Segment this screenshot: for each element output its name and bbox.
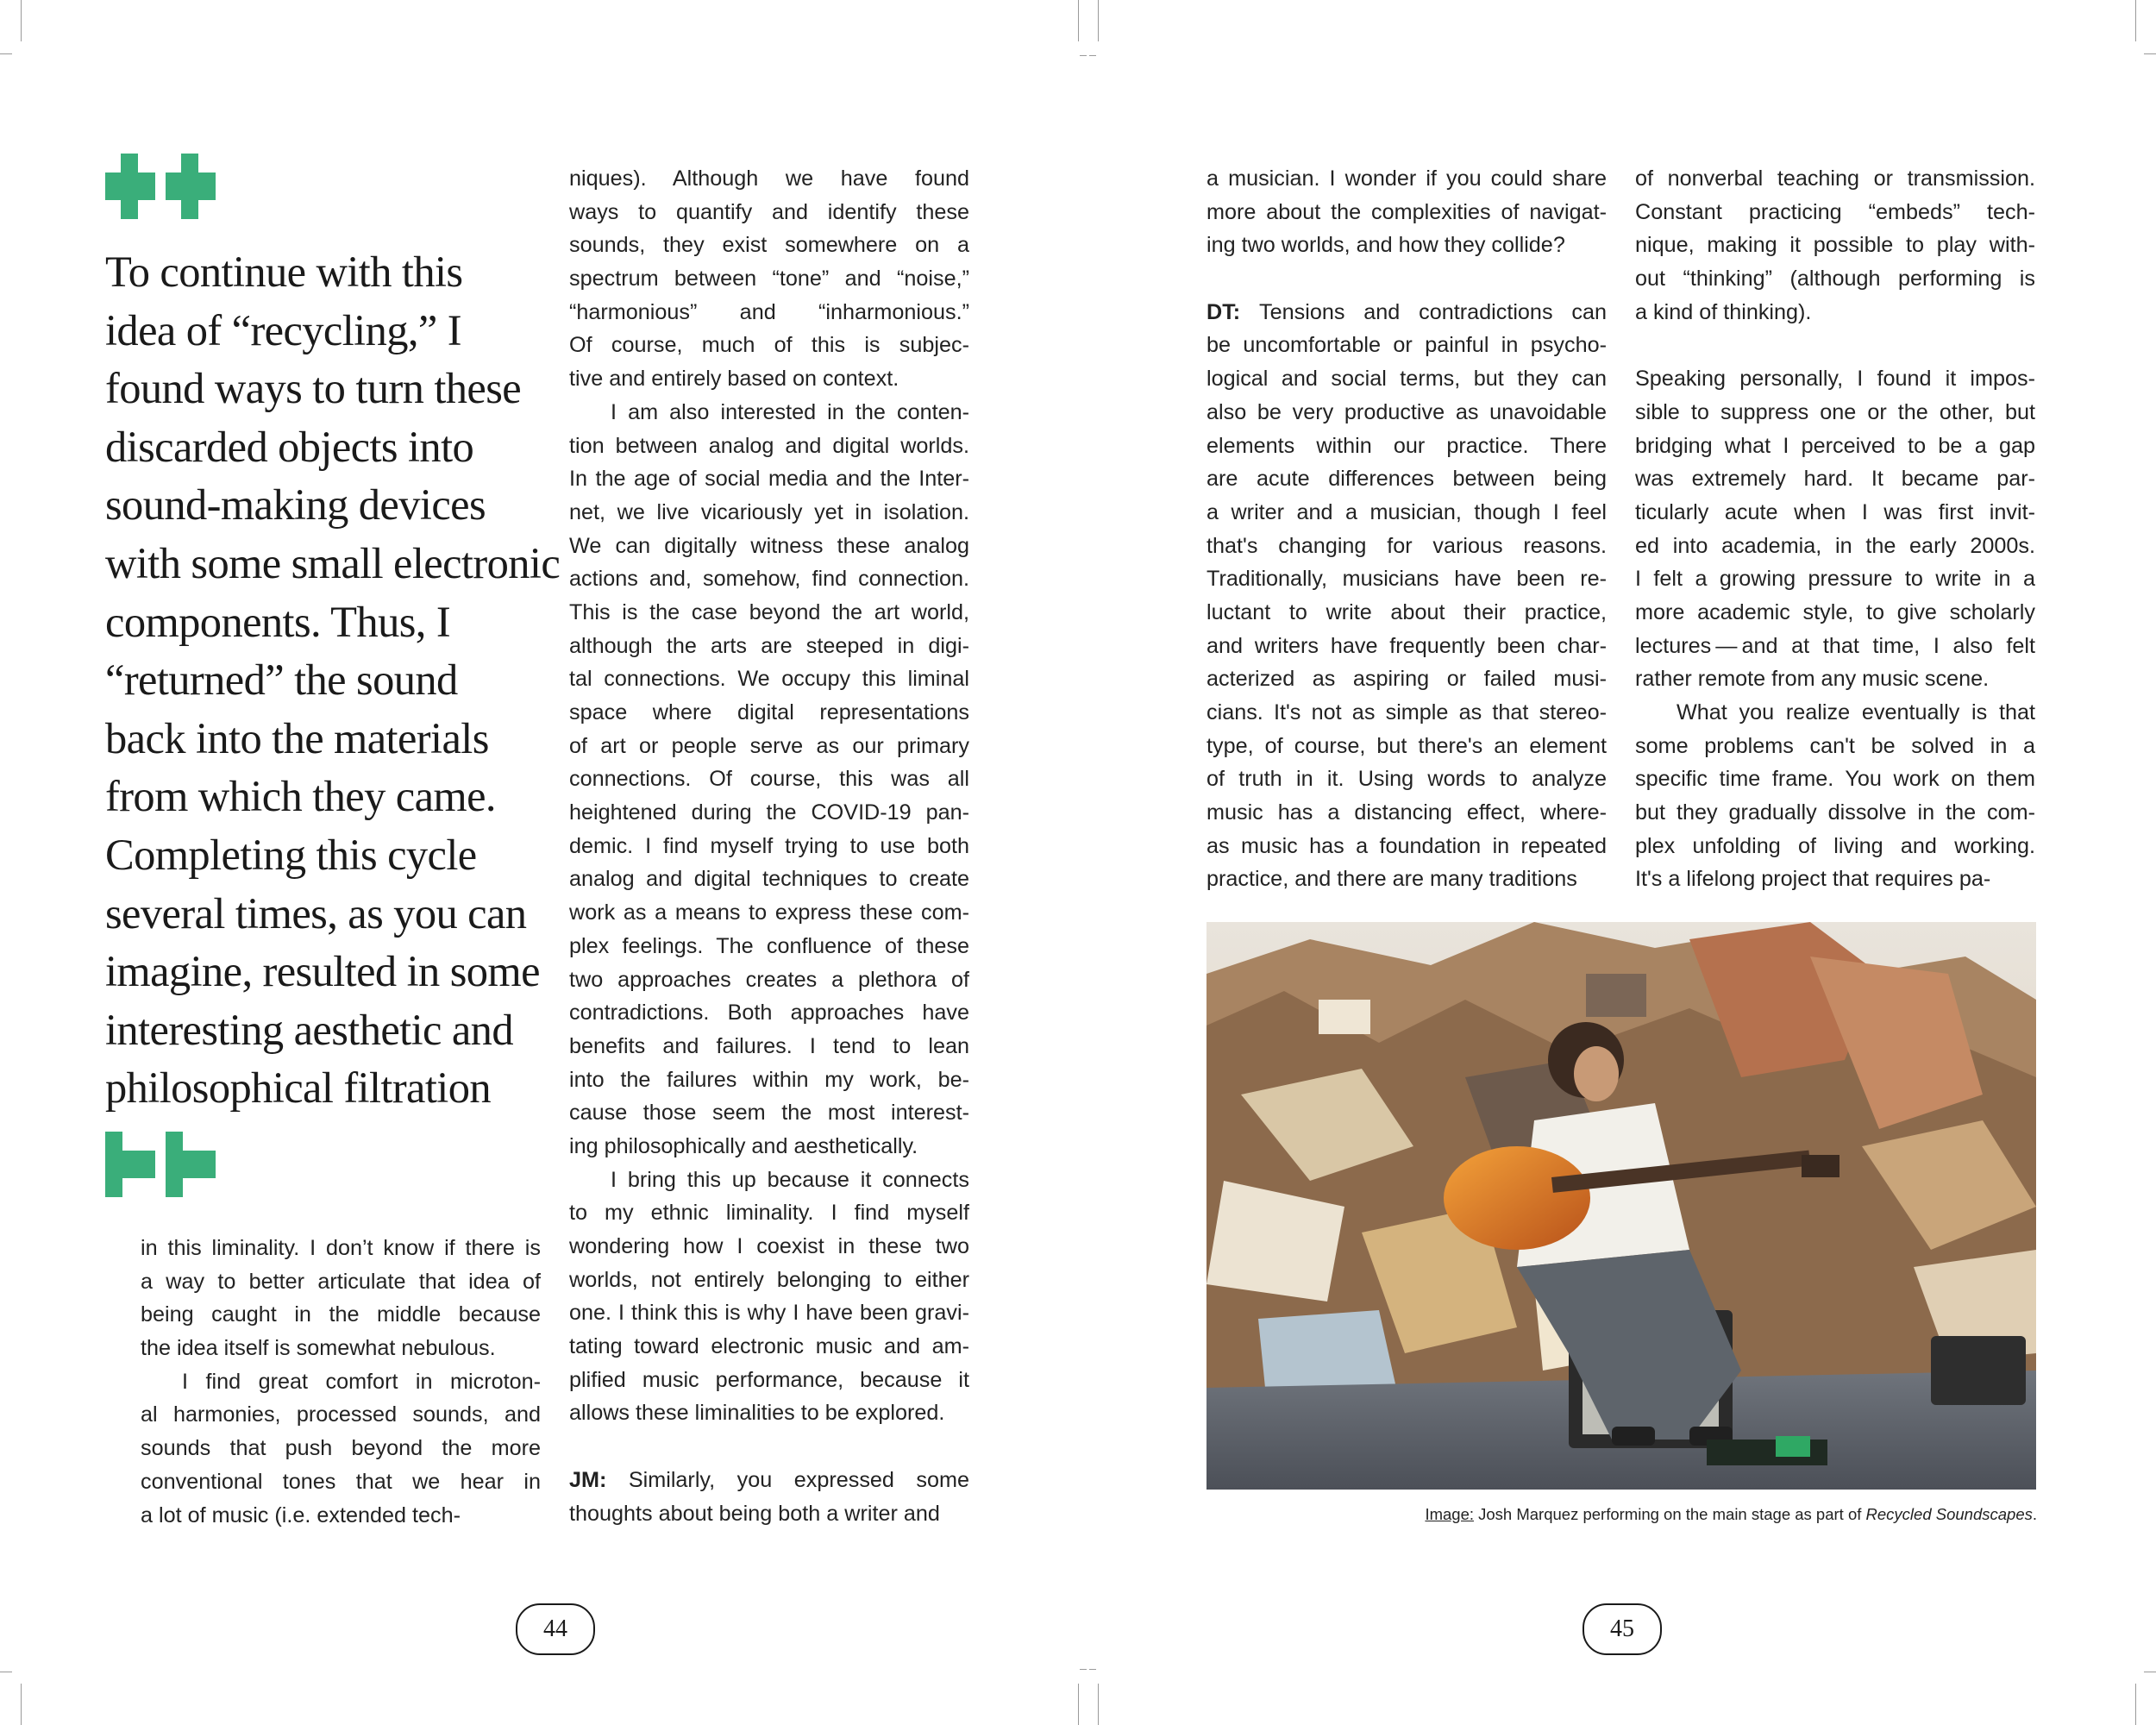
crop-mark: [1089, 1669, 1096, 1670]
text-line-content: Tensions and contradictions can: [1259, 299, 1607, 324]
text-line: [1635, 329, 2035, 362]
text-line: Traditionally, musicians have been re-: [1206, 567, 1607, 592]
text-line: out “thinking” (although performing is: [1635, 267, 2035, 292]
text-line: sounds, they exist somewhere on a: [569, 233, 969, 258]
pull-quote-line: imagine, resulted in some: [105, 947, 540, 996]
text-line: [569, 1430, 969, 1464]
text-line: tal connections. We occupy this liminal: [569, 667, 969, 692]
text-line: lectures — and at that time, I also felt: [1635, 633, 2035, 658]
text-line: ways to quantify and identify these: [569, 199, 969, 224]
text-line: elements within our practice. There: [1206, 433, 1607, 458]
text-line: This is the case beyond the art world,: [569, 599, 969, 624]
text-line: We can digitally witness these analog: [569, 533, 969, 558]
text-line: Constant practicing “embeds” tech-: [1635, 199, 2035, 224]
speaker-label: DT:: [1206, 299, 1260, 324]
text-line: of nonverbal teaching or transmission.: [1635, 166, 2035, 191]
text-line: heightened during the COVID-19 pan-: [569, 800, 969, 825]
crop-mark: [1078, 1684, 1079, 1725]
text-line: and writers have frequently been char-: [1206, 633, 1607, 658]
pull-quote-line: several times, as you can: [105, 888, 527, 938]
crop-mark: [1098, 0, 1099, 41]
caption-end: .: [2032, 1505, 2037, 1523]
text-line: a kind of thinking).: [1635, 299, 1812, 324]
text-line: demic. I find myself trying to use both: [569, 833, 969, 858]
text-line: What you realize eventually is that: [1677, 700, 2035, 724]
text-line: worlds, not entirely belonging to either: [569, 1267, 969, 1292]
text-line: but they gradually dissolve in the com-: [1635, 800, 2035, 825]
text-line: acterized as aspiring or failed musi-: [1206, 667, 1607, 692]
photo-caption: [1207, 1505, 2037, 1524]
text-line-content: Similarly, you expressed some: [628, 1467, 969, 1492]
text-line: to my ethnic liminality. I find myself: [569, 1201, 969, 1226]
text-line: nique, making it possible to play with-: [1635, 233, 2035, 258]
text-line: bridging what I perceived to be a gap: [1635, 433, 2035, 458]
text-line: cians. It's not as simple as that stereo-: [1206, 700, 1607, 724]
text-line: be uncomfortable or painful in psycho-: [1206, 333, 1607, 358]
text-line: logical and social terms, but they can: [1206, 367, 1607, 392]
text-line: tating toward electronic music and am-: [569, 1334, 969, 1359]
pull-quote-line: interesting aesthetic and: [105, 1005, 513, 1054]
crop-mark: [0, 53, 12, 54]
text-line: thoughts about being both a writer and: [569, 1501, 940, 1526]
pull-quote-line: philosophical filtration: [105, 1063, 492, 1113]
text-line: specific time frame. You work on them: [1635, 767, 2035, 792]
text-line: ed into academia, in the early 2000s.: [1635, 533, 2035, 558]
text-line: Of course, much of this is subjec-: [569, 333, 969, 358]
text-line: more academic style, to give scholarly: [1635, 599, 2035, 624]
text-line: analog and digital techniques to create: [569, 867, 969, 892]
pull-quote-line: components. Thus, I: [105, 597, 451, 646]
text-line: luctant to write about their practice,: [1206, 599, 1607, 624]
text-line: being caught in the middle because: [141, 1302, 541, 1327]
text-line: net, we live vicariously yet in isolation.: [569, 499, 969, 524]
body-column-1: [141, 1232, 541, 1532]
text-line: a lot of music (i.e. extended tech-: [141, 1502, 461, 1527]
pull-quote-line: from which they came.: [105, 772, 496, 821]
text-line: Speaking personally, I found it impos-: [1635, 367, 2035, 392]
text-line: of truth in it. Using words to analyze: [1206, 767, 1607, 792]
text-line: into the failures within my work, be-: [569, 1067, 969, 1092]
text-line: ticularly acute when I was first invit-: [1635, 499, 2035, 524]
text-line: tive and entirely based on context.: [569, 367, 899, 392]
pull-quote-line: To continue with this: [105, 248, 463, 296]
body-column-3: [1206, 162, 1607, 896]
text-line: contradictions. Both approaches have: [569, 1000, 969, 1026]
text-line: of art or people serve as our primary: [569, 733, 969, 758]
page-number-right: 45: [1583, 1603, 1662, 1655]
text-line: practice, and there are many traditions: [1206, 867, 1577, 892]
page-number-left: 44: [516, 1603, 595, 1655]
crop-mark: [1080, 1669, 1087, 1670]
text-line: spectrum between “tone” and “noise,”: [569, 267, 969, 292]
text-line: in this liminality. I don’t know if there is: [141, 1236, 541, 1260]
text-line: as music has a foundation in repeated: [1206, 833, 1607, 858]
text-line: more about the complexities of navigat-: [1206, 199, 1607, 224]
text-line: al harmonies, processed sounds, and: [141, 1402, 541, 1427]
crop-mark: [21, 1684, 22, 1725]
caption-text: Josh Marquez performing on the main stage as part of: [1474, 1505, 1866, 1523]
text-line: plex unfolding of living and working.: [1635, 833, 2035, 858]
crop-mark: [1098, 1684, 1099, 1725]
text-line: [1206, 296, 1607, 329]
text-line: actions and, somehow, find connection.: [569, 567, 969, 592]
text-line: a writer and a musician, though I feel: [1206, 499, 1607, 524]
text-line: sible to suppress one or the other, but: [1635, 399, 2035, 424]
pull-quote-line: with some small electronic: [105, 538, 561, 587]
text-line: also be very productive as unavoidable: [1206, 399, 1607, 424]
pull-quote-line: found ways to turn these: [105, 364, 522, 413]
text-line: sounds that push beyond the more: [141, 1436, 541, 1461]
text-line: are acute differences between being: [1206, 467, 1607, 492]
body-column-2: [569, 162, 969, 1530]
crop-mark: [2144, 53, 2156, 54]
text-line: rather remote from any music scene.: [1635, 667, 1990, 692]
text-line: I felt a growing pressure to write in a: [1635, 567, 2035, 592]
body-column-4: [1635, 162, 2035, 896]
crop-mark: [21, 0, 22, 41]
crop-mark: [1089, 55, 1096, 56]
text-line: the idea itself is somewhat nebulous.: [141, 1336, 496, 1361]
text-line: that's changing for various reasons.: [1206, 533, 1607, 558]
pull-quote: [105, 243, 561, 1118]
pull-quote-line: sound-making devices: [105, 480, 486, 530]
text-line: cause those seem the most interest-: [569, 1101, 969, 1126]
text-line: space where digital representations: [569, 700, 969, 724]
crop-mark: [2135, 1684, 2136, 1725]
open-quote-icon: [105, 154, 216, 221]
pull-quote-line: back into the materials: [105, 713, 489, 762]
crop-mark: [1080, 55, 1087, 56]
text-line: [1206, 262, 1607, 296]
text-line: conventional tones that we hear in: [141, 1469, 541, 1494]
pull-quote-line: “returned” the sound: [105, 656, 458, 705]
text-line: tion between analog and digital worlds.: [569, 433, 969, 458]
text-line: “harmonious” and “inharmonious.”: [569, 299, 969, 324]
text-line: type, of course, but there's an element: [1206, 733, 1607, 758]
text-line: some problems can't be solved in a: [1635, 733, 2035, 758]
text-line: [569, 1464, 969, 1497]
text-line: connections. Of course, this was all: [569, 767, 969, 792]
crop-mark: [1078, 0, 1079, 41]
caption-label: Image:: [1425, 1505, 1474, 1523]
text-line: I bring this up because it connects: [611, 1167, 969, 1192]
text-line: allows these liminalities to be explored.: [569, 1401, 945, 1426]
text-line: niques). Although we have found: [569, 166, 969, 191]
text-line: although the arts are steeped in digi-: [569, 633, 969, 658]
text-line: two approaches creates a plethora of: [569, 967, 969, 992]
text-line: music has a distancing effect, where-: [1206, 800, 1607, 825]
text-line: ing philosophically and aesthetically.: [569, 1133, 918, 1158]
performer-photo: [1206, 922, 2036, 1490]
text-line: ing two worlds, and how they collide?: [1206, 233, 1565, 258]
text-line: In the age of social media and the Inter-: [569, 467, 969, 492]
text-line: wondering how I coexist in these two: [569, 1234, 969, 1258]
pull-quote-line: discarded objects into: [105, 422, 474, 471]
text-line: was extremely hard. It became par-: [1635, 467, 2035, 492]
crop-mark: [2135, 0, 2136, 41]
pull-quote-line: idea of “recycling,” I: [105, 305, 461, 354]
text-line: benefits and failures. I tend to lean: [569, 1033, 969, 1058]
text-line: plified music performance, because it: [569, 1367, 969, 1392]
text-line: one. I think this is why I have been gravi-: [569, 1301, 969, 1326]
text-line: a musician. I wonder if you could share: [1206, 166, 1607, 191]
text-line: It's a lifelong project that requires pa-: [1635, 867, 1991, 892]
text-line: I find great comfort in microton-: [182, 1369, 541, 1394]
text-line: plex feelings. The confluence of these: [569, 933, 969, 958]
text-line: a way to better articulate that idea of: [141, 1269, 541, 1294]
pull-quote-line: Completing this cycle: [105, 830, 477, 879]
text-line: work as a means to express these com-: [569, 900, 969, 925]
caption-title: Recycled Soundscapes: [1865, 1505, 2033, 1523]
close-quote-icon: [105, 1132, 216, 1199]
text-line: I am also interested in the conten-: [611, 399, 969, 424]
speaker-label: JM:: [569, 1467, 629, 1492]
